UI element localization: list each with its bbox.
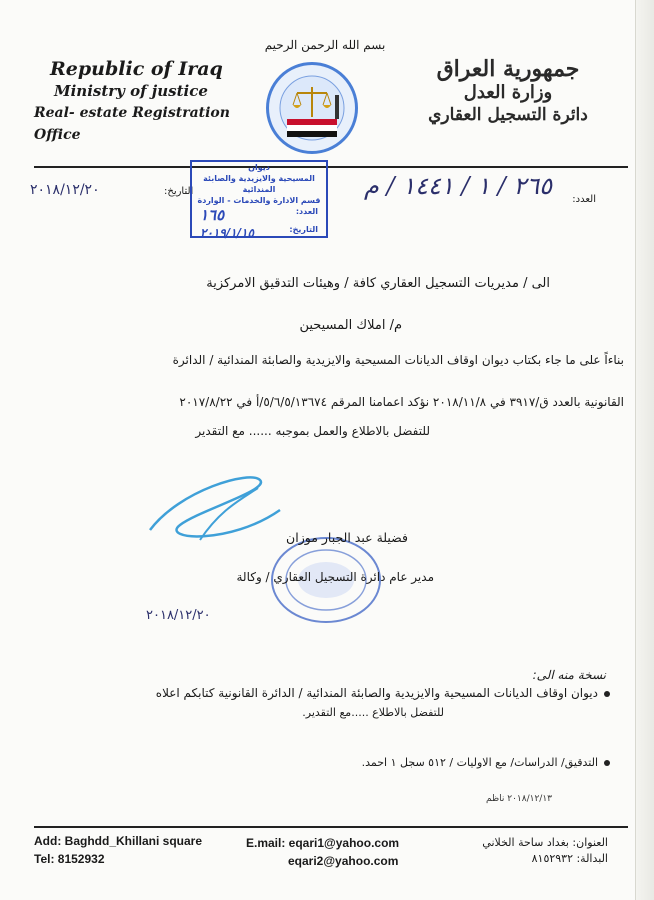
header-divider	[34, 166, 628, 168]
signature-date: ٢٠١٨/١٢/٢٠	[146, 608, 211, 623]
arabic-ministry: وزارة العدل	[463, 82, 553, 103]
incoming-stamp	[190, 160, 328, 238]
stamp-line3: قسم الادارة والخدمات - الواردة	[197, 196, 321, 205]
copy-item-1	[50, 686, 610, 700]
stamp-line1: ديوان	[248, 163, 270, 172]
stamp-number-row	[192, 206, 326, 224]
ministry-logo	[266, 62, 358, 154]
signatory-name: فضيلة عبد الجبار موزان	[286, 530, 408, 545]
basmala: بسم الله الرحمن الرحيم	[264, 38, 386, 52]
stamp-number: ١٦٥	[200, 206, 225, 224]
stamp-date-row	[192, 224, 326, 242]
body-line-1: بناءاً على ما جاء بكتاب ديوان اوقاف الديانات المسيحية والايزيدية والصابئة المندائية / الدائرة	[172, 353, 624, 367]
subject-line: م/ املاك المسيحين	[299, 318, 402, 333]
signatory-title: مدير عام دائرة التسجيل العقاري / وكالة	[236, 570, 434, 584]
number-label: العدد:	[572, 194, 596, 205]
bullet-icon	[604, 691, 610, 697]
copy-item-1-continuation: للتفضل بالاطلاع .....مع التقدير.	[302, 706, 444, 719]
stamp-line2: المسيحية والايزيدية والصابئة المندائية	[203, 174, 315, 194]
arabic-office: دائرة التسجيل العقاري	[428, 105, 588, 125]
copy-item-1-text: ديوان اوقاف الديانات المسيحية والايزيدية والصابئة المندائية / الدائرة القانونية كتابكم اعلاه	[155, 686, 598, 700]
body-line-2: القانونية بالعدد ق/٣٩١٧ في ٢٠١٨/١١/٨ نؤكد اعمامنا المرقم ٥/٦/٥/١٣٦٧٤/أ في ٢٠١٧/٨/٢٢	[179, 395, 624, 409]
english-letterhead	[34, 58, 254, 146]
footer-tel-ar: البدالة: ٨١٥٢٩٣٢	[531, 852, 608, 865]
footer-divider	[34, 826, 628, 828]
clerk-reference: ٢٠١٨/١٢/١٣ ناظم	[486, 794, 553, 804]
copy-item-2-text: التدقيق/ الدراسات/ مع الاوليات / ٥١٢ سجل ١ احمد.	[361, 756, 598, 769]
page-edge	[635, 0, 654, 900]
body-line-3: للتفضل بالاطلاع والعمل بموجبه ...... مع التقدير	[195, 424, 430, 438]
bullet-icon	[604, 760, 610, 766]
footer-address-ar: العنوان: بغداد ساحة الخلاني	[482, 836, 608, 849]
footer-address-en: Add: Baghdd_Khillani square	[34, 834, 203, 848]
reference-number: ٢٦٥ / ١ / ١٤٤١ / م	[364, 172, 553, 200]
arabic-country: جمهورية العراق	[436, 56, 580, 82]
english-country: Republic of Iraq	[50, 58, 223, 80]
footer-email-2: eqari2@yahoo.com	[288, 854, 399, 868]
date-row	[30, 178, 194, 204]
scales-of-justice-icon	[269, 65, 355, 151]
english-ministry: Ministry of justice	[54, 82, 208, 100]
date-value: ٢٠١٨/١٢/٢٠	[30, 182, 100, 198]
english-office: Real- estate Registration Office	[34, 105, 230, 143]
arabic-letterhead	[418, 56, 598, 126]
stamp-number-label: العدد:	[295, 207, 318, 216]
recipient-line: الى / مديريات التسجيل العقاري كافة / وهيئات التدقيق الامركزية	[206, 276, 550, 291]
stamp-date-label: التاريخ:	[289, 225, 318, 234]
copies-label: نسخة منه الى:	[532, 668, 606, 682]
copy-item-2	[190, 756, 610, 769]
stamp-date: ٢٠١٩/١/١٥	[200, 226, 254, 240]
date-label: التاريخ:	[164, 186, 194, 197]
footer-email-1: E.mail: eqari1@yahoo.com	[246, 836, 400, 850]
footer-tel-en: Tel: 8152932	[34, 852, 105, 866]
